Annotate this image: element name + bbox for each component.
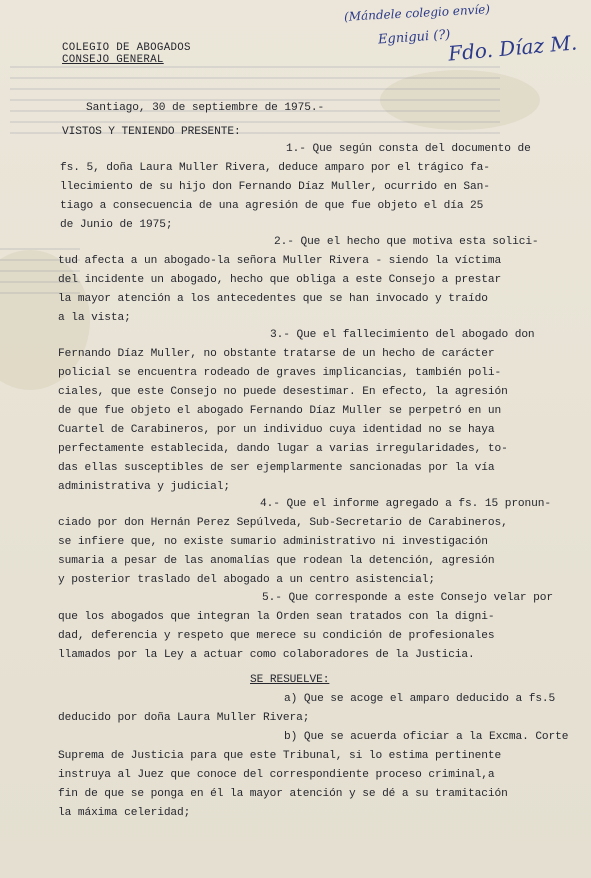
resolution-heading: SE RESUELVE: (250, 674, 330, 686)
resolution-line: a) Que se acoge el amparo deducido a fs.5 (284, 693, 556, 705)
paragraph-line: ciado por don Hernán Perez Sepúlveda, Sub-Secretario de Carabineros, (58, 517, 508, 529)
resolution-line: deducido por doña Laura Muller Rivera; (58, 712, 310, 724)
paragraph-line: la mayor atención a los antecedentes que se han invocado y traído (58, 293, 488, 305)
paragraph-line: que los abogados que integran la Orden sean tratados con la digni- (58, 611, 495, 623)
resolution-line: fin de que se ponga en él la mayor atención y se dé a su tramitación (58, 788, 508, 800)
paragraph-line: y posterior traslado del abogado a un centro asistencial; (58, 574, 435, 586)
paragraph-line: das ellas susceptibles de ser ejemplarmente sancionadas por la vía (58, 462, 495, 474)
paragraph-line: 2.- Que el hecho que motiva esta solici- (274, 236, 539, 248)
paragraph-line: a la vista; (58, 312, 131, 324)
org-name: COLEGIO DE ABOGADOS (62, 42, 191, 54)
paragraph-line: tud afecta a un abogado-la señora Muller Rivera - siendo la víctima (58, 255, 502, 267)
paragraph-line: 3.- Que el fallecimiento del abogado don (270, 329, 535, 341)
paragraph-line: policial se encuentra rodeado de graves implicancias, también poli- (58, 367, 502, 379)
handwritten-name: Egnigui (?) (377, 27, 451, 48)
paragraph-line: de que fue objeto el abogado Fernando Díaz Muller se perpetró en un (58, 405, 502, 417)
paragraph-line: se infiere que, no existe sumario administrativo ni investigación (58, 536, 488, 548)
vistos-heading: VISTOS Y TENIENDO PRESENTE: (62, 126, 241, 138)
paragraph-line: 4.- Que el informe agregado a fs. 15 pronun- (260, 498, 551, 510)
paragraph-line: Cuartel de Carabineros, por un individuo cuya identidad no se haya (58, 424, 495, 436)
paragraph-line: dad, deferencia y respeto que merece su condición de profesionales (58, 630, 495, 642)
paragraph-line: sumaria a pesar de las anomalías que rodean la detención, agresión (58, 555, 495, 567)
paragraph-line: llecimiento de su hijo don Fernando Díaz Muller, ocurrido en San- (60, 181, 490, 193)
resolution-line: b) Que se acuerda oficiar a la Excma. Corte (284, 731, 569, 743)
paragraph-line: Fernando Díaz Muller, no obstante tratarse de un hecho de carácter (58, 348, 495, 360)
org-council: CONSEJO GENERAL (62, 54, 164, 66)
handwritten-note: (Mándele colegio envíe) (343, 2, 491, 24)
paragraph-line: perfectamente establecida, dando lugar a varias irregularidades, to- (58, 443, 508, 455)
resolution-line: Suprema de Justicia para que este Tribunal, si lo estima pertinente (58, 750, 502, 762)
paragraph-line: de Junio de 1975; (60, 219, 173, 231)
paragraph-line: ciales, que este Consejo no puede desestimar. En efecto, la agresión (58, 386, 508, 398)
document-date: Santiago, 30 de septiembre de 1975.- (86, 102, 325, 114)
resolution-line: instruya al Juez que conoce del correspondiente proceso criminal,a (58, 769, 495, 781)
paragraph-line: 5.- Que corresponde a este Consejo velar por (262, 592, 553, 604)
paragraph-line: 1.- Que según consta del documento de (286, 143, 531, 155)
paragraph-line: administrativa y judicial; (58, 481, 230, 493)
handwritten-signature: Fdo. Díaz M. (447, 30, 578, 66)
paragraph-line: llamados por la Ley a actuar como colaboradores de la Justicia. (58, 649, 475, 661)
paragraph-line: del incidente un abogado, hecho que obliga a este Consejo a prestar (58, 274, 502, 286)
paragraph-line: fs. 5, doña Laura Muller Rivera, deduce amparo por el trágico fa- (60, 162, 490, 174)
paragraph-line: tiago a consecuencia de una agresión de que fue objeto el día 25 (60, 200, 484, 212)
resolution-line: la máxima celeridad; (58, 807, 191, 819)
